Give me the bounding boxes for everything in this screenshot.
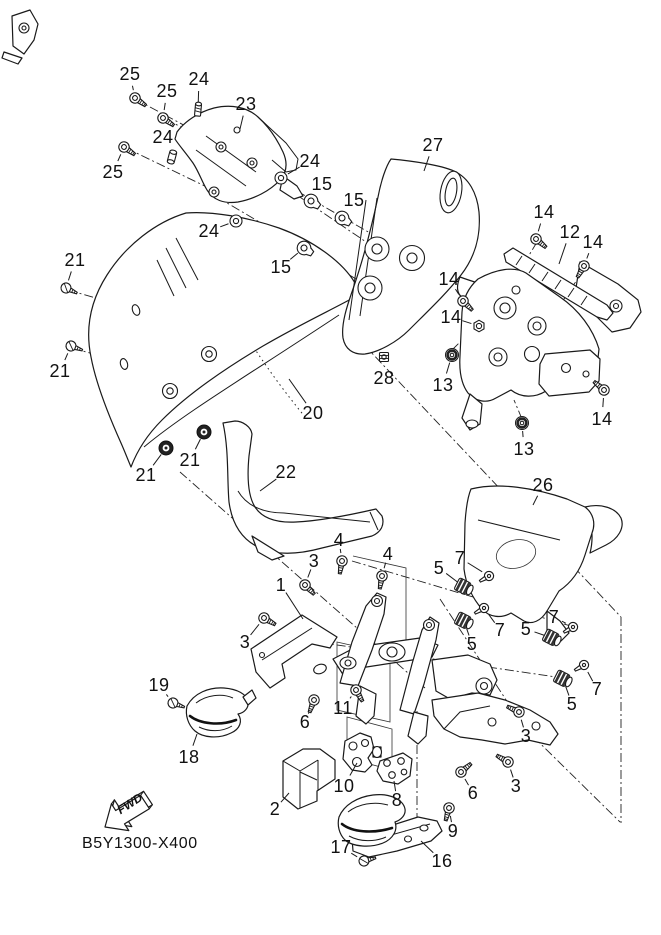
callout-24-1[interactable]: 24 bbox=[188, 69, 210, 89]
callout-24-9[interactable]: 24 bbox=[198, 221, 220, 241]
screw-fastener-icon bbox=[257, 611, 278, 629]
part-bracket-plate-8 bbox=[377, 753, 412, 784]
callout-14-21[interactable]: 14 bbox=[438, 269, 460, 289]
callout-3-42[interactable]: 3 bbox=[510, 776, 522, 796]
callout-3-32[interactable]: 3 bbox=[239, 632, 251, 652]
fwd-arrow bbox=[105, 790, 152, 830]
leader-line-5-33 bbox=[446, 573, 457, 582]
callout-20-14[interactable]: 20 bbox=[302, 403, 324, 423]
callout-4-29[interactable]: 4 bbox=[382, 544, 394, 564]
leader-line-25-2 bbox=[164, 103, 165, 110]
leader-line-21-16 bbox=[195, 439, 200, 449]
callout-1-31[interactable]: 1 bbox=[275, 575, 287, 595]
callout-16-50[interactable]: 16 bbox=[431, 851, 453, 871]
fwd-arrow-label: FWD bbox=[114, 790, 146, 817]
callout-9-48[interactable]: 9 bbox=[447, 821, 459, 841]
callout-5-37[interactable]: 5 bbox=[520, 619, 532, 639]
callout-7-40[interactable]: 7 bbox=[591, 679, 603, 699]
callout-14-18[interactable]: 14 bbox=[533, 202, 555, 222]
leader-line-13-24 bbox=[446, 363, 449, 374]
leader-line-21-15 bbox=[153, 454, 161, 465]
leader-line-1-31 bbox=[286, 593, 303, 619]
leader-line-25-5 bbox=[118, 154, 121, 161]
callout-27-11[interactable]: 27 bbox=[422, 135, 444, 155]
screw-fastener-icon bbox=[454, 760, 475, 780]
callout-25-0[interactable]: 25 bbox=[119, 64, 141, 84]
leader-line-21-13 bbox=[65, 353, 68, 360]
nuthex-fastener-icon bbox=[474, 320, 484, 332]
leader-line-17-49 bbox=[351, 853, 357, 857]
leader-line-21-12 bbox=[68, 271, 71, 280]
callout-19-53[interactable]: 19 bbox=[148, 675, 170, 695]
damper-fastener-icon bbox=[553, 670, 574, 689]
part-block-2 bbox=[283, 749, 335, 809]
nutsq-fastener-icon bbox=[380, 353, 389, 362]
callout-10-45[interactable]: 10 bbox=[333, 776, 355, 796]
screw-fastener-icon bbox=[128, 91, 149, 110]
callout-22-17[interactable]: 22 bbox=[275, 462, 297, 482]
screw-fastener-icon bbox=[441, 802, 456, 822]
gromd-fastener-icon bbox=[159, 441, 173, 455]
callout-2-51[interactable]: 2 bbox=[269, 799, 281, 819]
part-guard-16 bbox=[338, 795, 442, 857]
callout-13-25[interactable]: 13 bbox=[513, 439, 535, 459]
callout-25-5[interactable]: 25 bbox=[102, 162, 124, 182]
leader-line-18-52 bbox=[193, 734, 197, 746]
callout-5-35[interactable]: 5 bbox=[466, 634, 478, 654]
part-front-panel-1 bbox=[251, 615, 337, 688]
callout-18-52[interactable]: 18 bbox=[178, 747, 200, 767]
part-windshield-molding-22 bbox=[223, 421, 383, 560]
callout-24-4[interactable]: 24 bbox=[152, 127, 174, 147]
gromd-fastener-icon bbox=[197, 425, 211, 439]
callout-6-43[interactable]: 6 bbox=[299, 712, 311, 732]
leader-line-14-26 bbox=[603, 398, 604, 407]
callout-15-7[interactable]: 15 bbox=[311, 174, 333, 194]
leader-line-14-18 bbox=[538, 224, 540, 232]
callout-3-41[interactable]: 3 bbox=[520, 726, 532, 746]
callout-28-23[interactable]: 28 bbox=[373, 368, 395, 388]
callout-25-2[interactable]: 25 bbox=[156, 81, 178, 101]
screw-fastener-icon bbox=[298, 578, 318, 598]
screw-fastener-icon bbox=[335, 555, 348, 575]
callout-3-30[interactable]: 3 bbox=[308, 551, 320, 571]
callout-21-13[interactable]: 21 bbox=[49, 361, 71, 381]
washer-fastener-icon bbox=[275, 172, 287, 184]
callout-7-36[interactable]: 7 bbox=[494, 620, 506, 640]
callout-21-15[interactable]: 21 bbox=[135, 465, 157, 485]
screw-fastener-icon bbox=[305, 693, 321, 714]
callout-7-38[interactable]: 7 bbox=[548, 607, 560, 627]
flat-fastener-icon bbox=[167, 697, 186, 712]
callout-14-22[interactable]: 14 bbox=[440, 307, 462, 327]
leader-line-20-14 bbox=[289, 379, 306, 403]
callout-21-16[interactable]: 21 bbox=[179, 450, 201, 470]
damper13-fastener-icon bbox=[516, 417, 529, 430]
damper13-fastener-icon bbox=[446, 349, 459, 362]
pin-fastener-icon bbox=[194, 102, 201, 116]
callout-23-3[interactable]: 23 bbox=[235, 94, 257, 114]
part-bracket-plate-10 bbox=[343, 733, 382, 772]
screw-fastener-icon bbox=[494, 751, 515, 769]
callout-14-20[interactable]: 14 bbox=[582, 232, 604, 252]
callout-24-6[interactable]: 24 bbox=[299, 151, 321, 171]
rivet-fastener-icon bbox=[573, 659, 591, 675]
diagram-part-code: B5Y1300-X400 bbox=[82, 835, 198, 852]
washer-fastener-icon bbox=[230, 215, 242, 227]
leader-line-7-38 bbox=[562, 621, 566, 623]
grommet-fastener-icon bbox=[302, 192, 324, 213]
part-cover-18 bbox=[186, 688, 256, 737]
leader-line-14-20 bbox=[587, 253, 589, 258]
callout-21-12[interactable]: 21 bbox=[64, 250, 86, 270]
callout-7-34[interactable]: 7 bbox=[454, 548, 466, 568]
screw-fastener-icon bbox=[529, 232, 550, 252]
callout-11-44[interactable]: 11 bbox=[333, 698, 353, 718]
screw-fastener-icon bbox=[375, 570, 388, 590]
leader-line-22-17 bbox=[260, 479, 276, 491]
callout-4-28[interactable]: 4 bbox=[333, 530, 345, 550]
flat-fastener-icon bbox=[59, 281, 79, 297]
callout-15-8[interactable]: 15 bbox=[343, 190, 365, 210]
part-meter-stay-bracket-23 bbox=[175, 106, 303, 202]
callout-5-33[interactable]: 5 bbox=[433, 558, 445, 578]
leader-line-25-0 bbox=[132, 86, 133, 90]
callout-17-49[interactable]: 17 bbox=[330, 837, 352, 857]
callout-5-39[interactable]: 5 bbox=[566, 694, 578, 714]
leader-line-3-32 bbox=[251, 624, 259, 635]
leader-line-12-19 bbox=[559, 243, 566, 264]
callout-13-24[interactable]: 13 bbox=[432, 375, 454, 395]
callout-12-19[interactable]: 12 bbox=[559, 222, 581, 242]
damper-fastener-icon bbox=[454, 612, 475, 631]
collar-fastener-icon bbox=[167, 149, 177, 164]
callout-26-27[interactable]: 26 bbox=[532, 475, 554, 495]
part-upper-left-bracket bbox=[2, 10, 38, 64]
leader-line-5-37 bbox=[535, 632, 545, 635]
callout-6-47[interactable]: 6 bbox=[467, 783, 479, 803]
flat-fastener-icon bbox=[65, 340, 84, 355]
part-windshield-20 bbox=[89, 213, 357, 470]
callout-8-46[interactable]: 8 bbox=[391, 790, 403, 810]
callout-14-26[interactable]: 14 bbox=[591, 409, 613, 429]
part-meter-assembly-12 bbox=[460, 248, 641, 430]
callout-15-10[interactable]: 15 bbox=[270, 257, 292, 277]
leader-line-24-6 bbox=[288, 167, 300, 174]
